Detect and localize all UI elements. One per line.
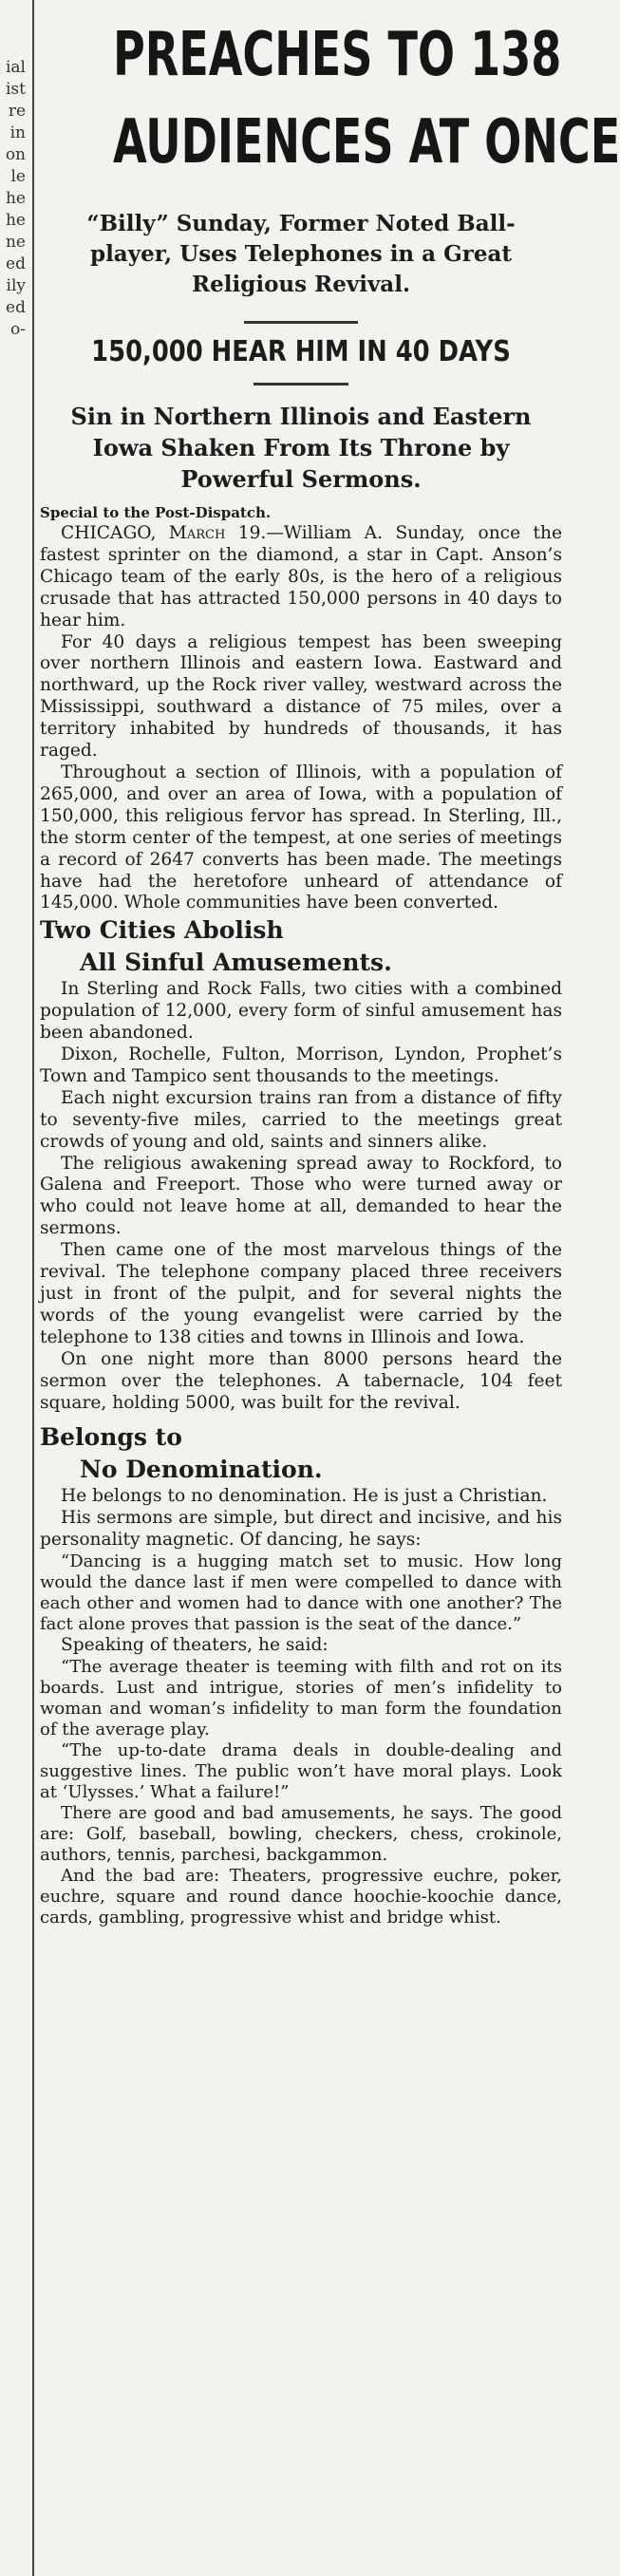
second-headline: 150,000 HEAR HIM IN 40 DAYS [91, 335, 511, 368]
fragment: ial [5, 58, 26, 77]
paragraph: Dixon, Rochelle, Fulton, Morrison, Lyndon, Prophet’s Town and Tampico sent thousands to the meetings. [40, 1044, 562, 1086]
paragraph: Each night excursion trains ran from a distance of fifty to seventy-five miles, carried to the meetings great crowds of young and old, saints and sinners alike. [40, 1087, 562, 1152]
fragment: o- [10, 320, 26, 339]
subhead-one-line-2: All Sinful Amusements. [80, 949, 392, 977]
dateline: CHICAGO, March 19. [61, 523, 267, 543]
separator-rule [244, 321, 358, 324]
paragraph: He belongs to no denomination. He is just a Christian. [61, 1486, 548, 1507]
subhead-two-line-1: Belongs to [40, 1423, 182, 1452]
section-one [40, 523, 562, 914]
paragraph: And the bad are: Theaters, progressive euchre, poker, euchre, square and round dance hoochie-koochie dance, cards, gambling, progressive whist and bridge whist. [40, 1866, 562, 1928]
fragment: on [5, 145, 26, 164]
paragraph: There are good and bad amusements, he says. The good are: Golf, baseball, bowling, checkers, chess, crokinole, authors, tennis, parchesi, backgammon. [40, 1803, 562, 1866]
subhead-one-line-1: Two Cities Abolish [40, 916, 284, 945]
fragment: ily [6, 276, 26, 295]
headline-line-2: AUDIENCES AT ONCE [112, 107, 620, 178]
paragraph: In Sterling and Rock Falls, two cities with a combined population of 12,000, every form of sinful amusement has been abandoned. [40, 979, 562, 1044]
separator-rule [254, 383, 348, 385]
fragment: ne [5, 233, 26, 252]
paragraph: Then came one of the most marvelous things of the revival. The telephone company placed three receivers just in front of the pulpit, and for several nights the words of the young evangelist were carried by the telephone to 138 cities and towns in Illinois and Iowa. [40, 1240, 562, 1347]
section-three [40, 1486, 562, 1928]
paragraph: The religious awakening spread away to Rockford, to Galena and Freeport. Those who were turned away or who could not leave home at all, demanded to hear the sermons. [40, 1153, 562, 1239]
fragment: ist [6, 80, 26, 99]
fragment: in [9, 123, 26, 142]
paragraph [40, 523, 562, 632]
paragraph: His sermons are simple, but direct and incisive, and his personality magnetic. Of dancing, he says: [40, 1508, 562, 1551]
paragraph: On one night more than 8000 persons heard the sermon over the telephones. A tabernacle, 104 feet square, holding 5000, was built for the revival. [40, 1348, 562, 1413]
deck-two: Sin in Northern Illinois and Eastern Iowa Shaken From Its Throne by Powerful Sermons. [70, 403, 532, 493]
paragraph: For 40 days a religious tempest has been sweeping over northern Illinois and eastern Iowa. Eastward and northward, up the Rock river valley, westward across the Mississippi, southward a distance of 75 miles, over a territory inhabited by hundreds of thousands, it has raged. [40, 631, 562, 762]
column-rule [32, 0, 34, 2576]
adjacent-column-fragments [0, 0, 28, 2576]
fragment: le [10, 167, 26, 186]
byline: Special to the Post-Dispatch. [40, 504, 272, 521]
paragraph: Throughout a section of Illinois, with a population of 265,000, and over an area of Iowa, with a population of 150,000, this religious fervor has spread. In Sterling, Ill., the storm center of the tempest, at one series of meetings a record of 2647 converts has been made. The meetings have had the heretofore unheard of attendance of 145,000. Whole communities have been converted. [40, 762, 562, 913]
quote-paragraph: “Dancing is a hugging match set to music. How long would the dance last if men were compelled to dance with each other and women had to dance with one another? The fact alone proves that passion is the seat of the dance.” [40, 1551, 562, 1635]
fragment: ed [6, 298, 26, 317]
quote-paragraph: “The up-to-date drama deals in double-dealing and suggestive lines. The public won’t have moral plays. Look at ‘Ulysses.’ What a failure!” [40, 1740, 562, 1803]
paragraph: Speaking of theaters, he said: [61, 1635, 329, 1656]
article-column [40, 0, 620, 2576]
subhead-two-line-2: No Denomination. [80, 1456, 323, 1484]
fragment: he [5, 211, 26, 230]
paragraph-text: —William A. Sunday, once the fastest sprinter on the diamond, a star in Capt. Anson’s Chicago team of the early 80s, is the hero of a religious crusade that has attracted 150,000 persons in 40 days to hear him. [40, 523, 562, 630]
section-two [40, 979, 562, 1414]
quote-paragraph: “The average theater is teeming with filth and rot on its boards. Lust and intrigue, stories of men’s infidelity to woman and woman’s infidelity to man form the foundation of the average play. [40, 1657, 562, 1740]
deck-one: “Billy” Sunday, Former Noted Ball-player, Uses Telephones in a Great Religious Revival. [86, 211, 516, 297]
fragment: re [8, 102, 26, 121]
fragment: ed [6, 254, 26, 273]
fragment: he [5, 189, 26, 208]
headline-line-1: PREACHES TO 138 [112, 20, 562, 90]
